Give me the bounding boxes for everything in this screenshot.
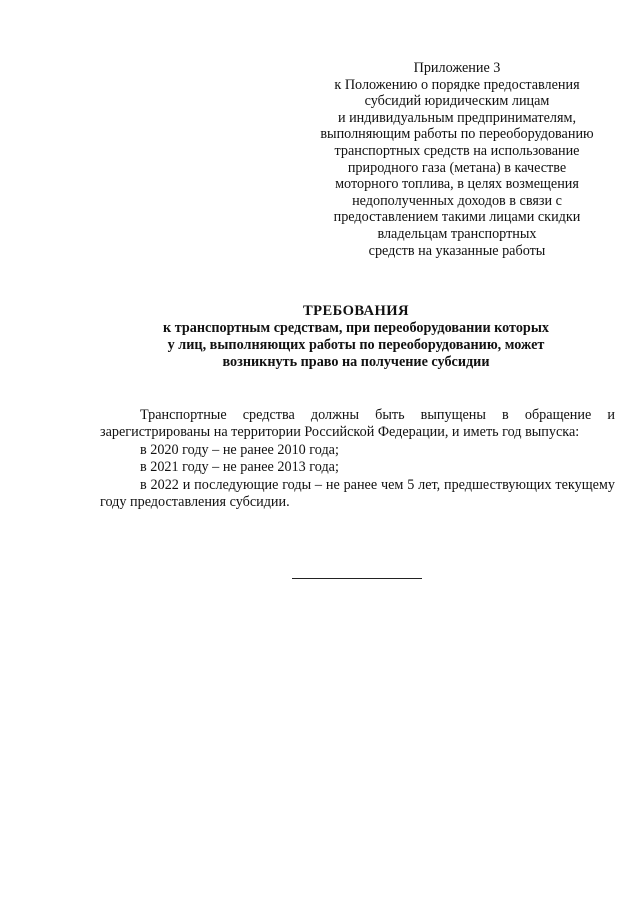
requirement-item: в 2021 году – не ранее 2013 года; xyxy=(140,459,339,476)
document-subtitle-line: возникнуть право на получение субсидии xyxy=(222,354,490,370)
document-subtitle-line: к транспортным средствам, при переоборудовании которых xyxy=(163,320,549,336)
appendix-line: средств на указанные работы xyxy=(368,242,546,259)
appendix-line: к Положению о порядке предоставления xyxy=(334,76,580,93)
document-body xyxy=(100,407,615,511)
document-heading xyxy=(100,303,612,371)
appendix-header xyxy=(300,60,614,259)
appendix-line: недополученных доходов в связи с xyxy=(352,192,562,209)
appendix-line: владельцам транспортных xyxy=(377,225,537,242)
appendix-line: и индивидуальным предпринимателям, xyxy=(337,109,577,126)
appendix-line: природного газа (метана) в качестве xyxy=(347,159,567,176)
appendix-line: предоставлением такими лицами скидки xyxy=(333,209,581,226)
requirement-item: в 2022 и последующие годы – не ранее чем 5 лет, предшествующих текущему году предоставления субсидии. xyxy=(100,476,615,511)
appendix-line: моторного топлива, в целях возмещения xyxy=(335,176,579,193)
appendix-line: субсидий юридическим лицам xyxy=(364,93,550,110)
document-subtitle-line: у лиц, выполняющих работы по переоборудованию, может xyxy=(167,337,545,353)
end-separator-line xyxy=(292,578,422,579)
appendix-line: выполняющим работы по переоборудованию xyxy=(320,126,594,143)
intro-paragraph: Транспортные средства должны быть выпущены в обращение и зарегистрированы на территории Российской Федерации, и иметь год выпуска: xyxy=(100,407,615,441)
document-title: ТРЕБОВАНИЯ xyxy=(303,303,409,319)
appendix-line: транспортных средств на использование xyxy=(334,142,580,159)
appendix-line: Приложение 3 xyxy=(413,60,501,76)
requirement-item: в 2020 году – не ранее 2010 года; xyxy=(140,441,339,458)
